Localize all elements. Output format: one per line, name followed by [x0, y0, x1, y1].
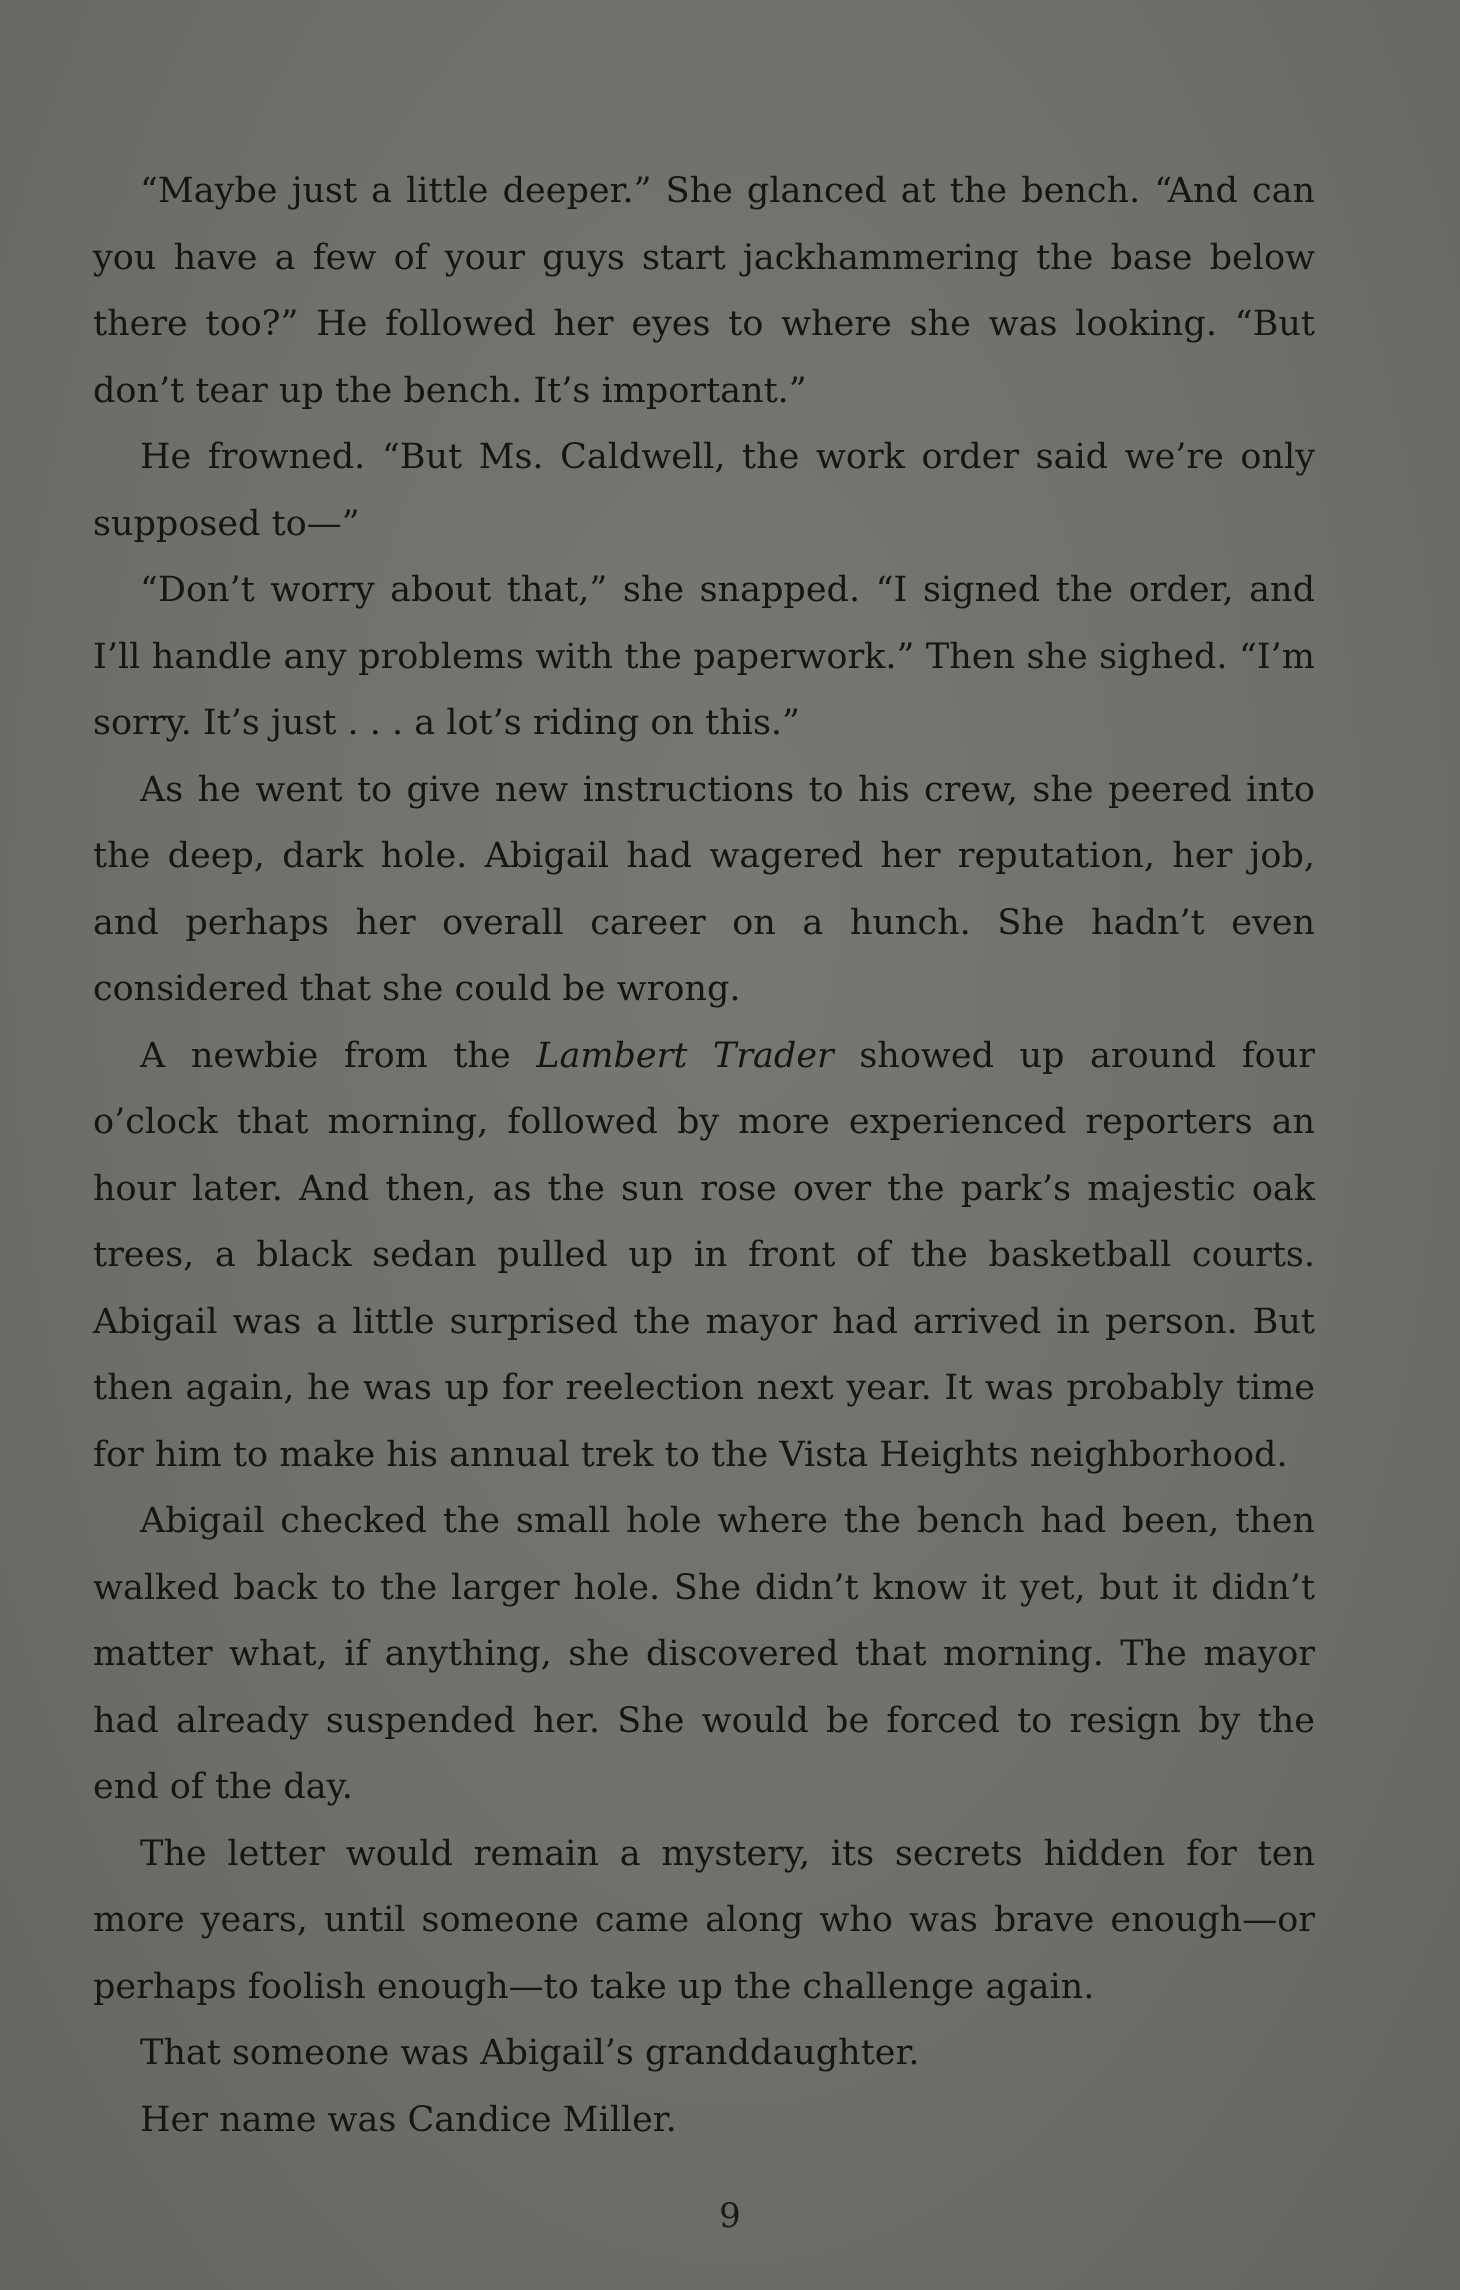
newspaper-title: Lambert Trader [536, 1035, 834, 1076]
paragraph-text: showed up around four o’clock that morning, followed by more experienced reporters an hour later. And then, as the sun rose over the park’s majestic oak trees, a black sedan pulled up in front of the basketball courts. Abigail was a little surprised the mayor had arrived in person. But then again, he was up for reelection next year. It was probably time for him to make his annual trek to the Vista Heights neighborhood. [93, 1035, 1315, 1475]
page-number: 9 [719, 2196, 741, 2236]
paragraph: “Maybe just a little deeper.” She glanced at the bench. “And can you have a few of your guys start jackhammering the base below there too?” He followed her eyes to where she was looking. “But don’t tear up the bench. It’s important.” [93, 171, 1315, 411]
paragraph: He frowned. “But Ms. Caldwell, the work order said we’re only supposed to—” [93, 437, 1315, 544]
paragraph: The letter would remain a mystery, its secrets hidden for ten more years, until someone came along who was brave enough—or perhaps foolish enough—to take up the challenge again. [93, 1833, 1315, 2007]
paragraph: Abigail checked the small hole where the bench had been, then walked back to the larger hole. She didn’t know it yet, but it didn’t matter what, if anything, she discovered that morning. The mayor had already suspended her. She would be forced to resign by the end of the day. [93, 1501, 1315, 1807]
paragraph: “Don’t worry about that,” she snapped. “I signed the order, and I’ll handle any problems with the paperwork.” Then she sighed. “I’m sorry. It’s just . . . a lot’s riding on this.” [93, 570, 1315, 743]
paragraph [93, 1023, 1315, 1489]
paragraph: Her name was Candice Miller. [140, 2099, 677, 2140]
paragraph: As he went to give new instructions to his crew, she peered into the deep, dark hole. Abigail had wagered her reputation, her job, and perhaps her overall career on a hunch. She hadn’t even considered that she could be wrong. [93, 769, 1315, 1009]
body-text [93, 158, 1315, 2153]
paragraph-text: A newbie from the [140, 1035, 537, 1076]
paragraph: That someone was Abigail’s granddaughter. [140, 2033, 920, 2073]
